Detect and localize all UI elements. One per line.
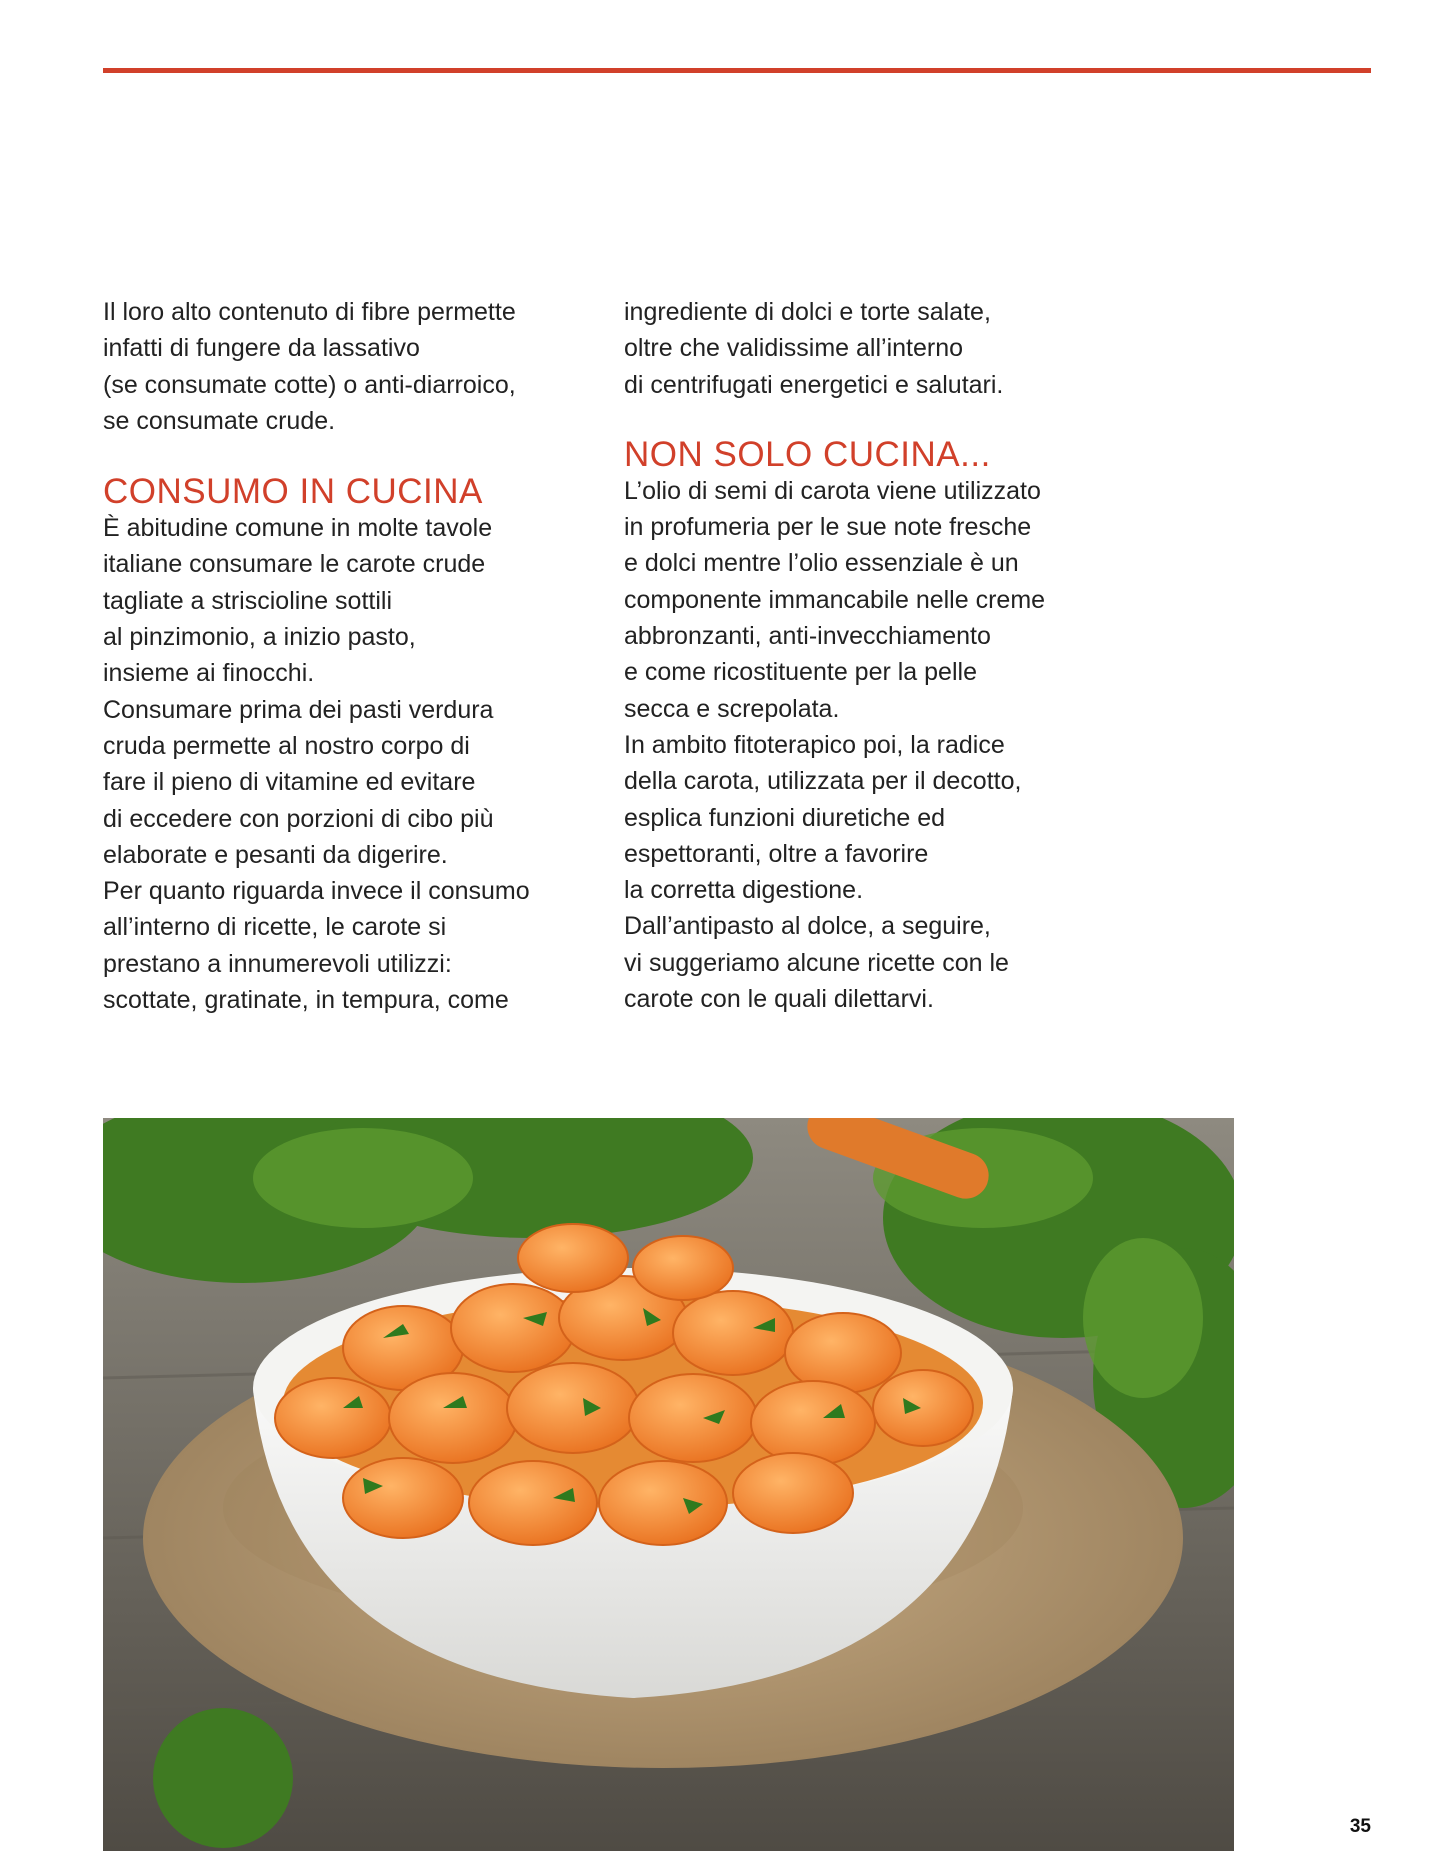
- left-column: [103, 294, 603, 1018]
- page-number: 35: [1349, 1816, 1371, 1837]
- right-column: [624, 294, 1124, 1017]
- carrot-bowl-photo: [103, 1118, 1234, 1851]
- top-rule: [103, 68, 1371, 73]
- right-body-paragraph: L’olio di semi di carota viene utilizzato in profumeria per le sue note fresche e dolci mentre l’olio essenziale è un componente immancabile nelle creme abbronzanti, anti-invecchiamento e come ricostituente per la pelle secca e screpolata. In ambito fitoterapico poi, la radice della carota, utilizzata per il decotto, esplica funzioni diuretiche ed espettoranti, oltre a favorire la corretta digestione. Dall’antipasto al dolce, a seguire, vi suggeriamo alcune ricette con le carote con le quali dilettarvi.: [624, 476, 1046, 1014]
- section-heading-consumo: CONSUMO IN CUCINA: [103, 472, 483, 512]
- section-heading-non-solo-cucina: NON SOLO CUCINA...: [624, 434, 991, 474]
- left-intro-paragraph: Il loro alto contenuto di fibre permette infatti di fungere da lassativo (se consumate cotte) o anti-diarroico, se consumate crude.: [103, 298, 516, 435]
- left-body-paragraph: È abitudine comune in molte tavole italiane consumare le carote crude tagliate a striscioline sottili al pinzimonio, a inizio pasto, insieme ai finocchi. Consumare prima dei pasti verdura cruda permette al nostro corpo di fare il pieno di vitamine ed evitare di eccedere con porzioni di cibo più elaborate e pesanti da digerire. Per quanto riguarda invece il consumo all’interno di ricette, le carote si prestano a innumerevoli utilizzi: scottate, gratinate, in tempura, come: [103, 514, 530, 1015]
- right-intro-paragraph: ingrediente di dolci e torte salate, oltre che validissime all’interno di centrifugati energetici e salutari.: [624, 298, 1004, 399]
